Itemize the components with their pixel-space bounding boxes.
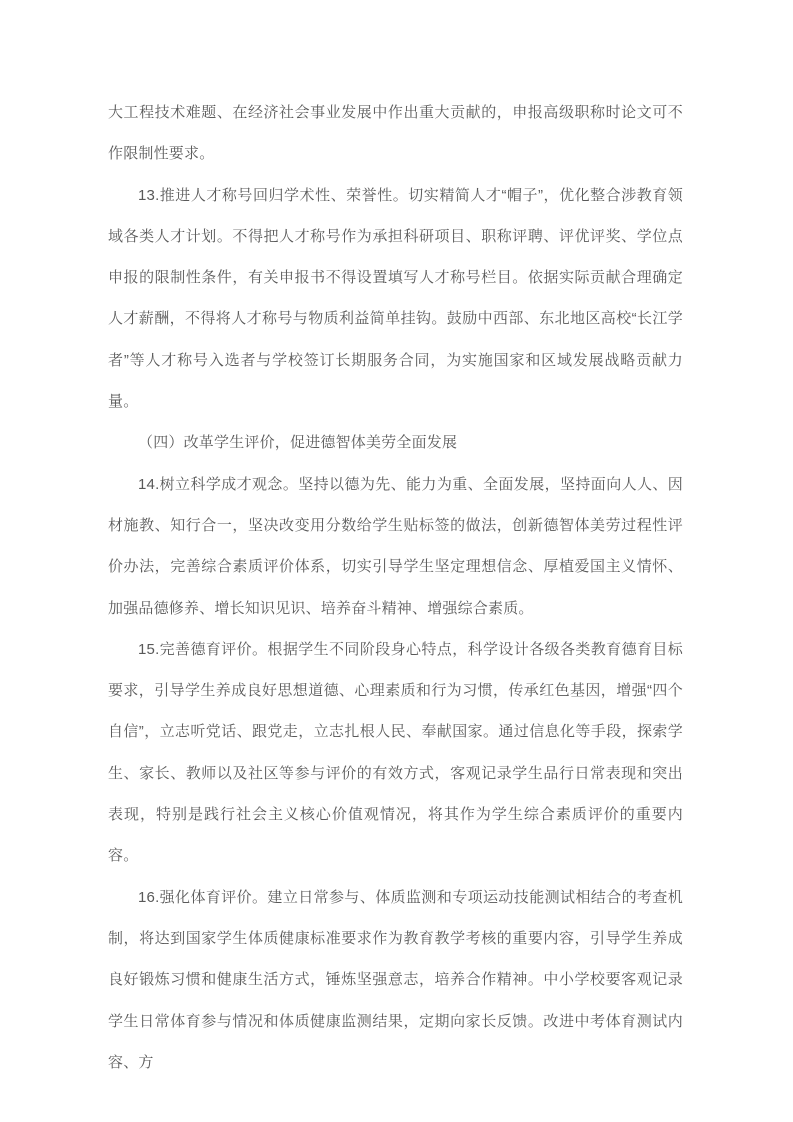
paragraph-continuation: 大工程技术难题、在经济社会事业发展中作出重大贡献的，申报高级职称时论文可不作限制性要求。 — [108, 104, 683, 163]
paragraph-item-14: 14.树立科学成才观念。坚持以德为先、能力为重、全面发展，坚持面向人人、因材施教、知行合一，坚决改变用分数给学生贴标签的做法，创新德智体美劳过程性评价办法，完善综合素质评价体系，切实引导学生坚定理想信念、厚植爱国主义情怀、加强品德修养、增长知识见识、培养奋斗精神、增强综合素质。 — [108, 475, 683, 617]
paragraph-item-15: 15.完善德育评价。根据学生不同阶段身心特点，科学设计各级各类教育德育目标要求，引导学生养成良好思想道德、心理素质和行为习惯，传承红色基因，增强“四个自信”，立志听党话、跟党走，立志扎根人民、奉献国家。通过信息化等手段，探索学生、家长、教师以及社区等参与评价的有效方式，客观记录学生品行日常表现和突出表现，特别是践行社会主义核心价值观情况，将其作为学生综合素质评价的重要内容。 — [108, 640, 683, 865]
section-heading: （四）改革学生评价，促进德智体美劳全面发展 — [138, 434, 458, 452]
paragraph-item-16: 16.强化体育评价。建立日常参与、体质监测和专项运动技能测试相结合的考查机制，将达到国家学生体质健康标准要求作为教育教学考核的重要内容，引导学生养成良好锻炼习惯和健康生活方式，锤炼坚强意志，培养合作精神。中小学校要客观记录学生日常体育参与情况和体质健康监测结果，定期向家长反馈。改进中考体育测试内容、方 — [108, 888, 683, 1071]
paragraph-item-13: 13.推进人才称号回归学术性、荣誉性。切实精简人才“帽子”，优化整合涉教育领域各类人才计划。不得把人才称号作为承担科研项目、职称评聘、评优评奖、学位点申报的限制性条件，有关申报书不得设置填写人才称号栏目。依据实际贡献合理确定人才薪酬，不得将人才称号与物质利益简单挂钩。鼓励中西部、东北地区高校“长江学者”等人才称号入选者与学校签订长期服务合同，为实施国家和区域发展战略贡献力量。 — [108, 186, 683, 411]
